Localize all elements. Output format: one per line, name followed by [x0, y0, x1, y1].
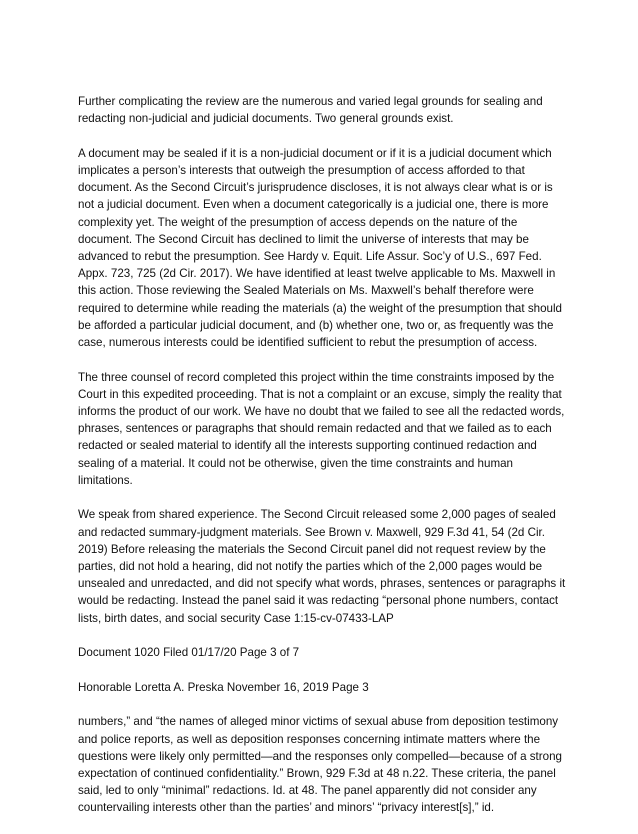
paragraph-shared-experience: We speak from shared experience. The Second Circuit released some 2,000 pages of sealed and redacted summary-judgment materials. See Brown v. Maxwell, 929 F.3d 41, 54 (2d Cir. 2019) Before releasing the materials the Second Circuit panel did not request review by the parties, did not hold a hearing, did not notify the parties which of the 2,000 pages would be unsealed and unredacted, and did not specify what words, phrases, sentences or paragraphs it would be redacting. Instead the panel said it was redacting “personal phone numbers, contact lists, birth dates, and social security Case 1:15-cv-07433-LAP [78, 508, 566, 625]
letter-header-line: Honorable Loretta A. Preska November 16, 2019 Page 3 [78, 680, 369, 694]
document-filing-line: Document 1020 Filed 01/17/20 Page 3 of 7 [78, 646, 300, 660]
paragraph-judicial-document: A document may be sealed if it is a non-judicial document or if it is a judicial document which implicates a person’s interests that outweigh the presumption of access afforded to that document. As the Second Circuit’s jurisprudence discloses, it is not always clear what is or is not a judicial document. Even when a document categorically is a judicial one, there is more complexity yet. The weight of the presumption of access depends on the nature of the document. The Second Circuit has declined to limit the universe of interests that may be advanced to rebut the presumption. See Hardy v. Equit. Life Assur. Soc’y of U.S., 697 Fed. Appx. 723, 725 (2d Cir. 2017). We have identified at least twelve applicable to Ms. Maxwell in this action. Those reviewing the Sealed Materials on Ms. Maxwell’s behalf therefore were required to determine while reading the materials (a) the weight of the presumption that should be afforded a particular judicial document, and (b) whether one, two or, as frequently was the case, numerous interests could be identified sufficient to rebut the presumption of access. [78, 146, 562, 350]
paragraph-redaction-criteria: numbers,” and “the names of alleged minor victims of sexual abuse from deposition testimony and police reports, as well as deposition responses concerning intimate matters where the questions were likely only permitted—and the responses only compelled—because of a strong expectation of continued confidentiality.” Brown, 929 F.3d at 48 n.22. These criteria, the panel said, led to only “minimal” redactions. Id. at 48. The panel apparently did not consider any countervailing interests other than the parties’ and minors’ “privacy interest[s],” id. [78, 715, 562, 815]
document-body [78, 93, 570, 834]
paragraph-sealing-grounds: Further complicating the review are the numerous and varied legal grounds for sealing and redacting non-judicial and judicial documents. Two general grounds exist. [78, 95, 543, 126]
paragraph-counsel-project: The three counsel of record completed this project within the time constraints imposed by the Court in this expedited proceeding. That is not a complaint or an excuse, simply the reality that informs the product of our work. We have no doubt that we failed to see all the redacted words, phrases, sentences or paragraphs that should remain redacted and that we failed as to each redacted or sealed material to identify all the interests supporting continued redaction and sealing of a material. It could not be otherwise, given the time constraints and human limitations. [78, 370, 565, 487]
